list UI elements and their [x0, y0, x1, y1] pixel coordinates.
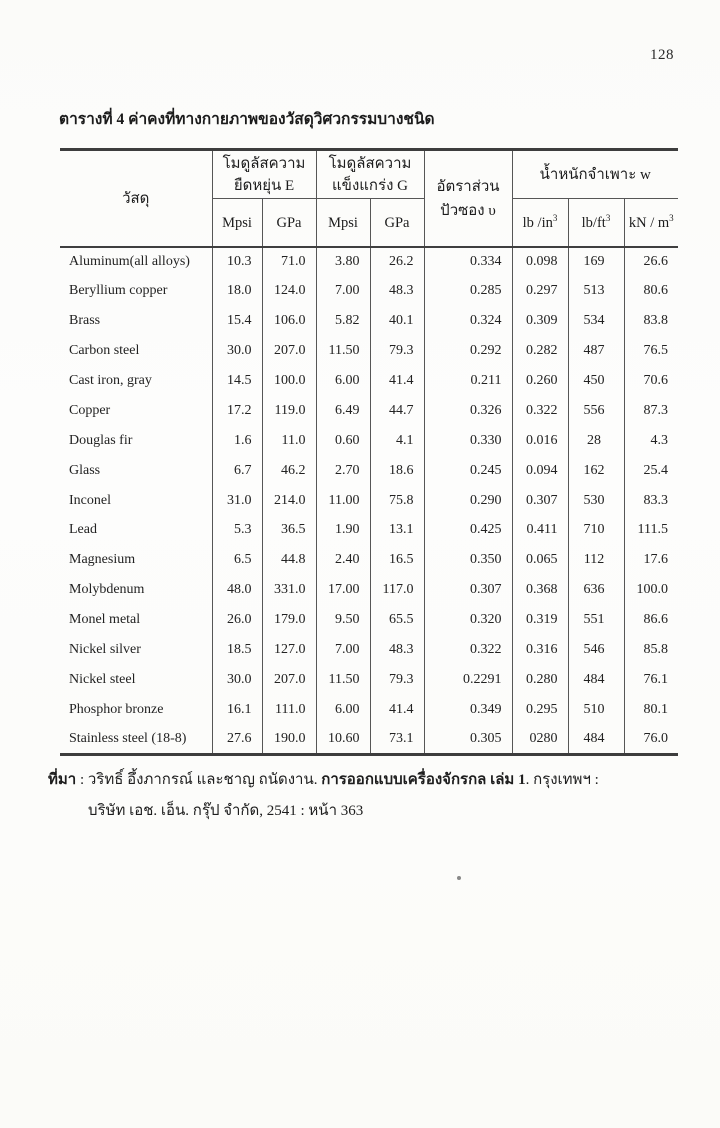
- value-cell: 0.425: [424, 516, 512, 546]
- value-cell: 0.094: [512, 456, 568, 486]
- value-cell: 28: [568, 426, 624, 456]
- value-cell: 26.6: [624, 247, 678, 277]
- value-cell: 119.0: [262, 396, 316, 426]
- poisson-ratio-line1: อัตราส่วน: [436, 179, 500, 196]
- value-cell: 16.1: [212, 695, 262, 725]
- value-cell: 0.411: [512, 516, 568, 546]
- unit-e-mpsi: Mpsi: [212, 199, 262, 247]
- value-cell: 534: [568, 306, 624, 336]
- value-cell: 207.0: [262, 336, 316, 366]
- value-cell: 83.8: [624, 306, 678, 336]
- value-cell: 556: [568, 396, 624, 426]
- value-cell: 26.2: [370, 247, 424, 277]
- scan-speck: [457, 876, 461, 880]
- value-cell: 4.3: [624, 426, 678, 456]
- value-cell: 17.00: [316, 575, 370, 605]
- source-publisher-line: บริษัท เอช. เอ็น. กรุ๊ป จำกัด, 2541 : หน้า 363: [88, 803, 364, 819]
- value-cell: 0.307: [512, 486, 568, 516]
- col-header-material: วัสดุ: [60, 150, 212, 247]
- value-cell: 3.80: [316, 247, 370, 277]
- value-cell: 100.0: [262, 366, 316, 396]
- value-cell: 80.6: [624, 276, 678, 306]
- value-cell: 73.1: [370, 725, 424, 755]
- value-cell: 9.50: [316, 605, 370, 635]
- table-row: [60, 336, 678, 366]
- table-row: [60, 665, 678, 695]
- table-row: [60, 306, 678, 336]
- value-cell: 71.0: [262, 247, 316, 277]
- value-cell: 70.6: [624, 366, 678, 396]
- table-row: [60, 635, 678, 665]
- rigidity-modulus-line1: โมดูลัสความ: [328, 155, 412, 172]
- poisson-ratio-line2: ปัวซอง υ: [440, 203, 496, 220]
- value-cell: 0.60: [316, 426, 370, 456]
- value-cell: 44.8: [262, 545, 316, 575]
- value-cell: 76.1: [624, 665, 678, 695]
- value-cell: 11.50: [316, 665, 370, 695]
- table-row: [60, 545, 678, 575]
- material-name-cell: Lead: [69, 522, 97, 538]
- value-cell: 487: [568, 336, 624, 366]
- value-cell: 48.3: [370, 276, 424, 306]
- value-cell: 0.334: [424, 247, 512, 277]
- value-cell: 80.1: [624, 695, 678, 725]
- value-cell: 6.7: [212, 456, 262, 486]
- table-row: [60, 695, 678, 725]
- value-cell: 484: [568, 665, 624, 695]
- value-cell: 75.8: [370, 486, 424, 516]
- value-cell: 331.0: [262, 575, 316, 605]
- value-cell: 7.00: [316, 635, 370, 665]
- value-cell: 6.5: [212, 545, 262, 575]
- unit-kn-per-m3: kN / $m^3$: [624, 199, 678, 247]
- value-cell: 0.282: [512, 336, 568, 366]
- value-cell: 0.290: [424, 486, 512, 516]
- value-cell: 0.098: [512, 247, 568, 277]
- table-row: [60, 516, 678, 546]
- table-row: [60, 456, 678, 486]
- value-cell: 0.322: [512, 396, 568, 426]
- value-cell: 7.00: [316, 276, 370, 306]
- value-cell: 76.5: [624, 336, 678, 366]
- value-cell: 41.4: [370, 366, 424, 396]
- value-cell: 0.320: [424, 605, 512, 635]
- material-name-cell: Copper: [69, 402, 111, 418]
- value-cell: 450: [568, 366, 624, 396]
- value-cell: 46.2: [262, 456, 316, 486]
- unit-lb-per-in3: lb $/in^3$: [512, 199, 568, 247]
- value-cell: 11.00: [316, 486, 370, 516]
- value-cell: 162: [568, 456, 624, 486]
- value-cell: 18.6: [370, 456, 424, 486]
- value-cell: 0.292: [424, 336, 512, 366]
- value-cell: 13.1: [370, 516, 424, 546]
- table-row: [60, 486, 678, 516]
- value-cell: 0.316: [512, 635, 568, 665]
- value-cell: 551: [568, 605, 624, 635]
- table-row: [60, 276, 678, 306]
- value-cell: 117.0: [370, 575, 424, 605]
- value-cell: 106.0: [262, 306, 316, 336]
- value-cell: 79.3: [370, 336, 424, 366]
- value-cell: 31.0: [212, 486, 262, 516]
- value-cell: 0.016: [512, 426, 568, 456]
- col-header-elastic-modulus: [212, 150, 316, 199]
- value-cell: 0.2291: [424, 665, 512, 695]
- value-cell: 0.305: [424, 725, 512, 755]
- value-cell: 0.065: [512, 545, 568, 575]
- value-cell: 0.297: [512, 276, 568, 306]
- value-cell: 112: [568, 545, 624, 575]
- elastic-modulus-line1: โมดูลัสความ: [222, 155, 306, 172]
- value-cell: 0280: [512, 725, 568, 755]
- table-caption: ตารางที่ 4 ค่าคงที่ทางกายภาพของวัสดุวิศวกรรมบางชนิด: [59, 111, 435, 128]
- value-cell: 10.60: [316, 725, 370, 755]
- value-cell: 48.3: [370, 635, 424, 665]
- value-cell: 18.0: [212, 276, 262, 306]
- value-cell: 87.3: [624, 396, 678, 426]
- value-cell: 124.0: [262, 276, 316, 306]
- value-cell: 0.324: [424, 306, 512, 336]
- material-name-cell: Beryllium copper: [69, 283, 168, 299]
- material-name-cell: Molybdenum: [69, 582, 145, 598]
- value-cell: 16.5: [370, 545, 424, 575]
- material-name-cell: Nickel steel: [69, 671, 136, 687]
- table-row: [60, 575, 678, 605]
- value-cell: 0.245: [424, 456, 512, 486]
- table-row: [60, 247, 678, 277]
- elastic-modulus-line2: ยืดหยุ่น E: [233, 177, 295, 194]
- value-cell: 15.4: [212, 306, 262, 336]
- col-header-poisson-ratio: [424, 150, 512, 247]
- col-header-specific-weight: น้ำหนักจำเพาะ w: [512, 150, 678, 199]
- value-cell: 0.280: [512, 665, 568, 695]
- unit-g-gpa: GPa: [370, 199, 424, 247]
- value-cell: 0.260: [512, 366, 568, 396]
- value-cell: 30.0: [212, 665, 262, 695]
- value-cell: 5.82: [316, 306, 370, 336]
- value-cell: 1.6: [212, 426, 262, 456]
- material-name-cell: Brass: [69, 313, 101, 329]
- source-colon: :: [76, 772, 88, 788]
- table-row: [60, 605, 678, 635]
- source-citation: [48, 765, 688, 827]
- value-cell: 0.350: [424, 545, 512, 575]
- value-cell: 111.0: [262, 695, 316, 725]
- material-name-cell: Magnesium: [69, 552, 136, 568]
- material-properties-table: [60, 148, 678, 756]
- value-cell: 513: [568, 276, 624, 306]
- value-cell: 10.3: [212, 247, 262, 277]
- table-row: [60, 366, 678, 396]
- value-cell: 41.4: [370, 695, 424, 725]
- value-cell: 85.8: [624, 635, 678, 665]
- material-name-cell: Monel metal: [69, 612, 141, 628]
- rigidity-modulus-line2: แข็งแกร่ง G: [332, 177, 408, 194]
- value-cell: 127.0: [262, 635, 316, 665]
- value-cell: 11.0: [262, 426, 316, 456]
- material-name-cell: Carbon steel: [69, 343, 140, 359]
- page-number: 128: [650, 47, 674, 63]
- value-cell: 6.49: [316, 396, 370, 426]
- value-cell: 190.0: [262, 725, 316, 755]
- material-name-cell: Aluminum(all alloys): [69, 253, 190, 269]
- value-cell: 169: [568, 247, 624, 277]
- material-name-cell: Inconel: [69, 492, 111, 508]
- table-row: [60, 725, 678, 755]
- unit-lb-per-ft3: $lb/ft^3$: [568, 199, 624, 247]
- unit-g-mpsi: Mpsi: [316, 199, 370, 247]
- value-cell: 111.5: [624, 516, 678, 546]
- unit-e-gpa: GPa: [262, 199, 316, 247]
- value-cell: 0.330: [424, 426, 512, 456]
- table-body: [60, 247, 678, 755]
- value-cell: 25.4: [624, 456, 678, 486]
- value-cell: 17.6: [624, 545, 678, 575]
- material-name-cell: Douglas fir: [69, 432, 133, 448]
- value-cell: 76.0: [624, 725, 678, 755]
- value-cell: 0.295: [512, 695, 568, 725]
- value-cell: 0.326: [424, 396, 512, 426]
- value-cell: 0.349: [424, 695, 512, 725]
- value-cell: 0.211: [424, 366, 512, 396]
- value-cell: 11.50: [316, 336, 370, 366]
- value-cell: 0.309: [512, 306, 568, 336]
- value-cell: 710: [568, 516, 624, 546]
- value-cell: 86.6: [624, 605, 678, 635]
- value-cell: 546: [568, 635, 624, 665]
- value-cell: 0.368: [512, 575, 568, 605]
- value-cell: 40.1: [370, 306, 424, 336]
- value-cell: 18.5: [212, 635, 262, 665]
- source-label: ที่มา: [48, 772, 77, 788]
- value-cell: 636: [568, 575, 624, 605]
- value-cell: 2.40: [316, 545, 370, 575]
- value-cell: 1.90: [316, 516, 370, 546]
- value-cell: 484: [568, 725, 624, 755]
- value-cell: 6.00: [316, 366, 370, 396]
- value-cell: 17.2: [212, 396, 262, 426]
- value-cell: 79.3: [370, 665, 424, 695]
- value-cell: 100.0: [624, 575, 678, 605]
- value-cell: 0.285: [424, 276, 512, 306]
- material-name-cell: Nickel silver: [69, 642, 141, 658]
- table-row: [60, 396, 678, 426]
- value-cell: 26.0: [212, 605, 262, 635]
- value-cell: 530: [568, 486, 624, 516]
- source-after-title: . กรุงเทพฯ :: [525, 772, 599, 788]
- value-cell: 0.319: [512, 605, 568, 635]
- material-name-cell: Phosphor bronze: [69, 701, 164, 717]
- material-name-cell: Stainless steel (18-8): [69, 730, 187, 746]
- value-cell: 14.5: [212, 366, 262, 396]
- value-cell: 4.1: [370, 426, 424, 456]
- table-row: [60, 426, 678, 456]
- value-cell: 0.307: [424, 575, 512, 605]
- col-header-rigidity-modulus: [316, 150, 424, 199]
- value-cell: 65.5: [370, 605, 424, 635]
- table-header: [60, 150, 678, 247]
- value-cell: 27.6: [212, 725, 262, 755]
- header-group-row: [60, 150, 678, 199]
- value-cell: 5.3: [212, 516, 262, 546]
- source-book-title: การออกแบบเครื่องจักรกล เล่ม 1: [321, 772, 526, 788]
- source-authors: วริทธิ์ อึ้งภากรณ์ และชาญ ถนัดงาน.: [87, 772, 322, 788]
- value-cell: 36.5: [262, 516, 316, 546]
- material-name-cell: Glass: [69, 462, 101, 478]
- value-cell: 510: [568, 695, 624, 725]
- value-cell: 48.0: [212, 575, 262, 605]
- value-cell: 207.0: [262, 665, 316, 695]
- value-cell: 0.322: [424, 635, 512, 665]
- value-cell: 44.7: [370, 396, 424, 426]
- value-cell: 2.70: [316, 456, 370, 486]
- value-cell: 214.0: [262, 486, 316, 516]
- value-cell: 179.0: [262, 605, 316, 635]
- material-name-cell: Cast iron, gray: [69, 373, 152, 388]
- value-cell: 30.0: [212, 336, 262, 366]
- value-cell: 6.00: [316, 695, 370, 725]
- value-cell: 83.3: [624, 486, 678, 516]
